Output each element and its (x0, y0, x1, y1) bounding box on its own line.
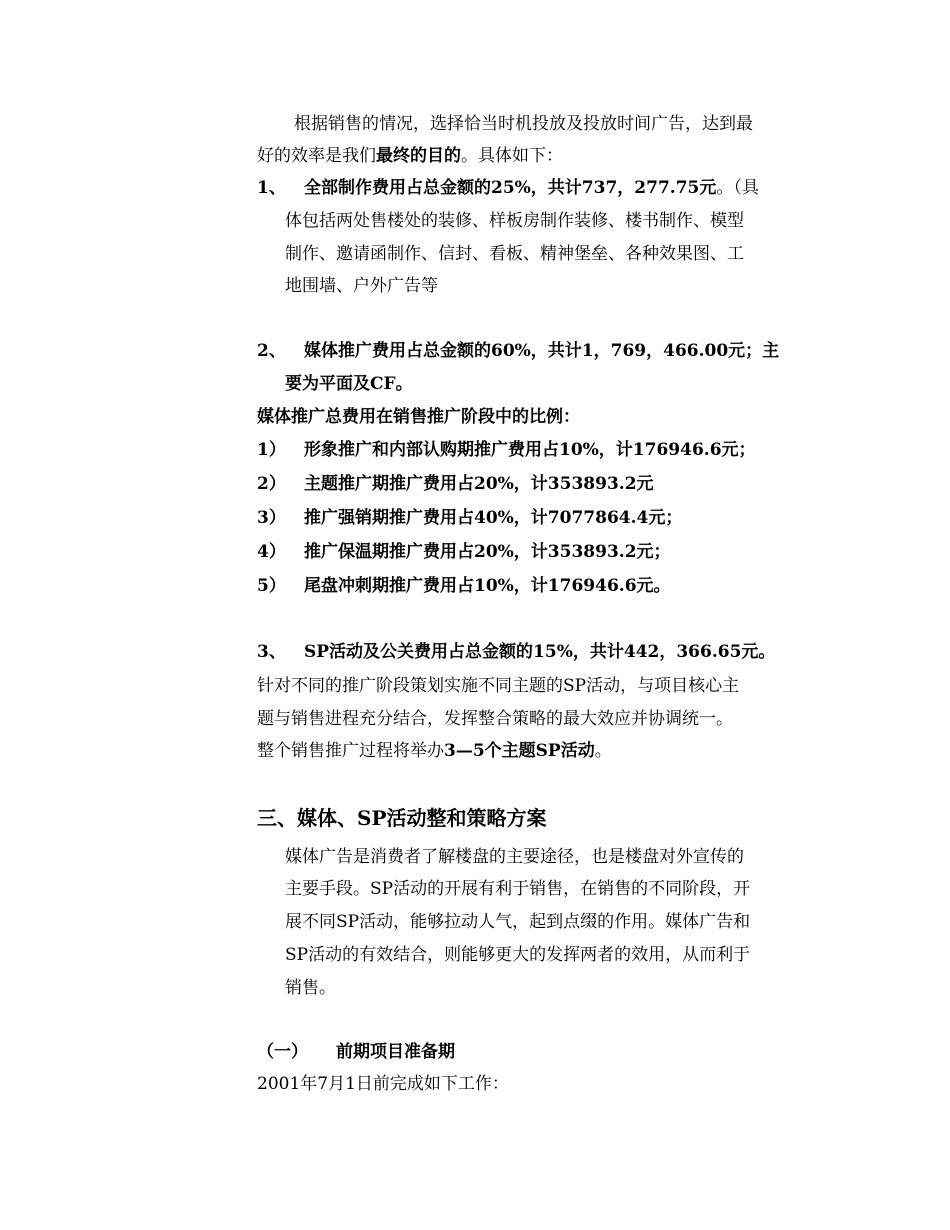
item-1-line-2: 体包括两处售楼处的装修、样板房制作装修、楼书制作、模型 (285, 211, 744, 231)
intro-line-1: 根据销售的情况，选择恰当时机投放及投放时间广告，达到最 (294, 114, 753, 134)
ratio-heading: 媒体推广总费用在销售推广阶段中的比例： (257, 407, 580, 427)
item-1-line-1: 1、 全部制作费用占总金额的25%，共计737，277.75元。（具 (257, 178, 759, 198)
item-3-paragraph-1: 针对不同的推广阶段策划实施不同主题的SP活动，与项目核心主 (257, 676, 740, 696)
section-3-line-3: 展不同SP活动，能够拉动人气，起到点缀的作用。媒体广告和 (285, 912, 751, 932)
item-2-line-1: 2、 媒体推广费用占总金额的60%，共计1，769，466.00元；主 (257, 341, 780, 361)
subsection-1-title: （一） 前期项目准备期 (257, 1042, 455, 1062)
section-3-line-4: SP活动的有效结合，则能够更大的发挥两者的效用，从而利于 (285, 945, 751, 965)
item-1-line-4: 地围墙、户外广告等 (285, 276, 438, 296)
intro-line-2: 好的效率是我们最终的目的。具体如下： (257, 146, 563, 166)
item-3-line-1: 3、 SP活动及公关费用占总金额的15%，共计442，366.65元。 (257, 642, 776, 662)
ratio-item-5: 5） 尾盘冲刺期推广费用占10%，计176946.6元。 (257, 576, 671, 596)
ratio-item-2: 2） 主题推广期推广费用占20%，计353893.2元 (257, 474, 654, 494)
section-3-line-1: 媒体广告是消费者了解楼盘的主要途径，也是楼盘对外宣传的 (285, 847, 744, 867)
item-2-line-2: 要为平面及CF。 (285, 374, 413, 394)
section-3-title: 三、媒体、SP活动整和策略方案 (257, 806, 547, 830)
ratio-item-4: 4） 推广保温期推广费用占20%，计353893.2元； (257, 542, 671, 562)
item-3-paragraph-2: 题与销售进程充分结合，发挥整合策略的最大效应并协调统一。 (257, 709, 733, 729)
item-1-line-3: 制作、邀请函制作、信封、看板、精神堡垒、各种效果图、工 (285, 244, 744, 264)
section-3-line-2: 主要手段。SP活动的开展有利于销售，在销售的不同阶段，开 (285, 879, 751, 899)
subsection-1-line: 2001年7月1日前完成如下工作： (257, 1074, 509, 1094)
ratio-item-3: 3） 推广强销期推广费用占40%，计7077864.4元； (257, 508, 683, 528)
section-3-line-5: 销售。 (285, 978, 336, 998)
item-3-paragraph-3: 整个销售推广过程将举办3—5个主题SP活动。 (257, 741, 612, 761)
ratio-item-1: 1） 形象推广和内部认购期推广费用占10%，计176946.6元； (257, 440, 756, 460)
